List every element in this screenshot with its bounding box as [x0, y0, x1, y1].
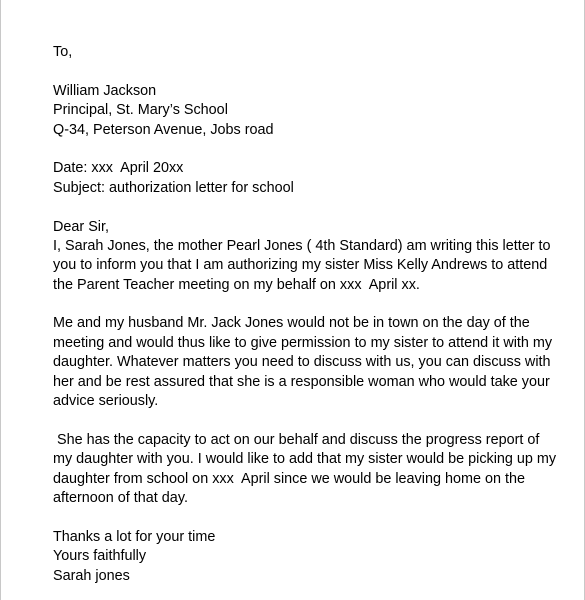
paragraph3-line: afternoon of that day. [53, 489, 188, 506]
closing-thanks: Thanks a lot for your time [53, 528, 216, 545]
spacer [53, 140, 553, 159]
paragraph3-line: my daughter with you. I would like to add that my sister would be picking up my [53, 451, 557, 468]
to-line: To, [53, 44, 73, 60]
paragraph1-line: the Parent Teacher meeting on my behalf on xxx April xx. [53, 276, 420, 293]
paragraph2-line: her and be rest assured that she is a responsible woman who would take your [53, 373, 550, 390]
paragraph2-line: Me and my husband Mr. Jack Jones would not be in town on the day of the [53, 315, 530, 332]
paragraph3-line: daughter from school on xxx April since we would be leaving home on the [53, 470, 525, 487]
spacer [53, 411, 553, 430]
paragraph2-line: advice seriously. [53, 393, 159, 410]
paragraph1-line: I, Sarah Jones, the mother Pearl Jones ( 4th Standard) am writing this letter to [53, 237, 551, 254]
spacer [53, 508, 553, 527]
closing-signoff: Yours faithfully [53, 548, 147, 565]
recipient-title: Principal, St. Mary’s School [53, 102, 228, 119]
date-line: Date: xxx April 20xx [53, 160, 184, 177]
paragraph1-line: you to inform you that I am authorizing my sister Miss Kelly Andrews to attend [53, 257, 548, 274]
signature-name: Sarah jones [53, 567, 130, 584]
letter-body [53, 43, 557, 586]
greeting: Dear Sir, [53, 218, 109, 235]
recipient-name: William Jackson [53, 82, 157, 99]
paragraph3-line: She has the capacity to act on our behalf and discuss the progress report of [53, 431, 540, 448]
spacer [53, 295, 553, 314]
spacer [53, 62, 553, 81]
subject-line: Subject: authorization letter for school [53, 179, 294, 196]
paragraph2-line: daughter. Whatever matters you need to discuss with us, you can discuss with [53, 354, 551, 371]
recipient-address: Q-34, Peterson Avenue, Jobs road [53, 121, 274, 138]
spacer [53, 198, 553, 217]
paragraph2-line: meeting and would thus like to give permission to my sister to attend it with my [53, 334, 553, 351]
